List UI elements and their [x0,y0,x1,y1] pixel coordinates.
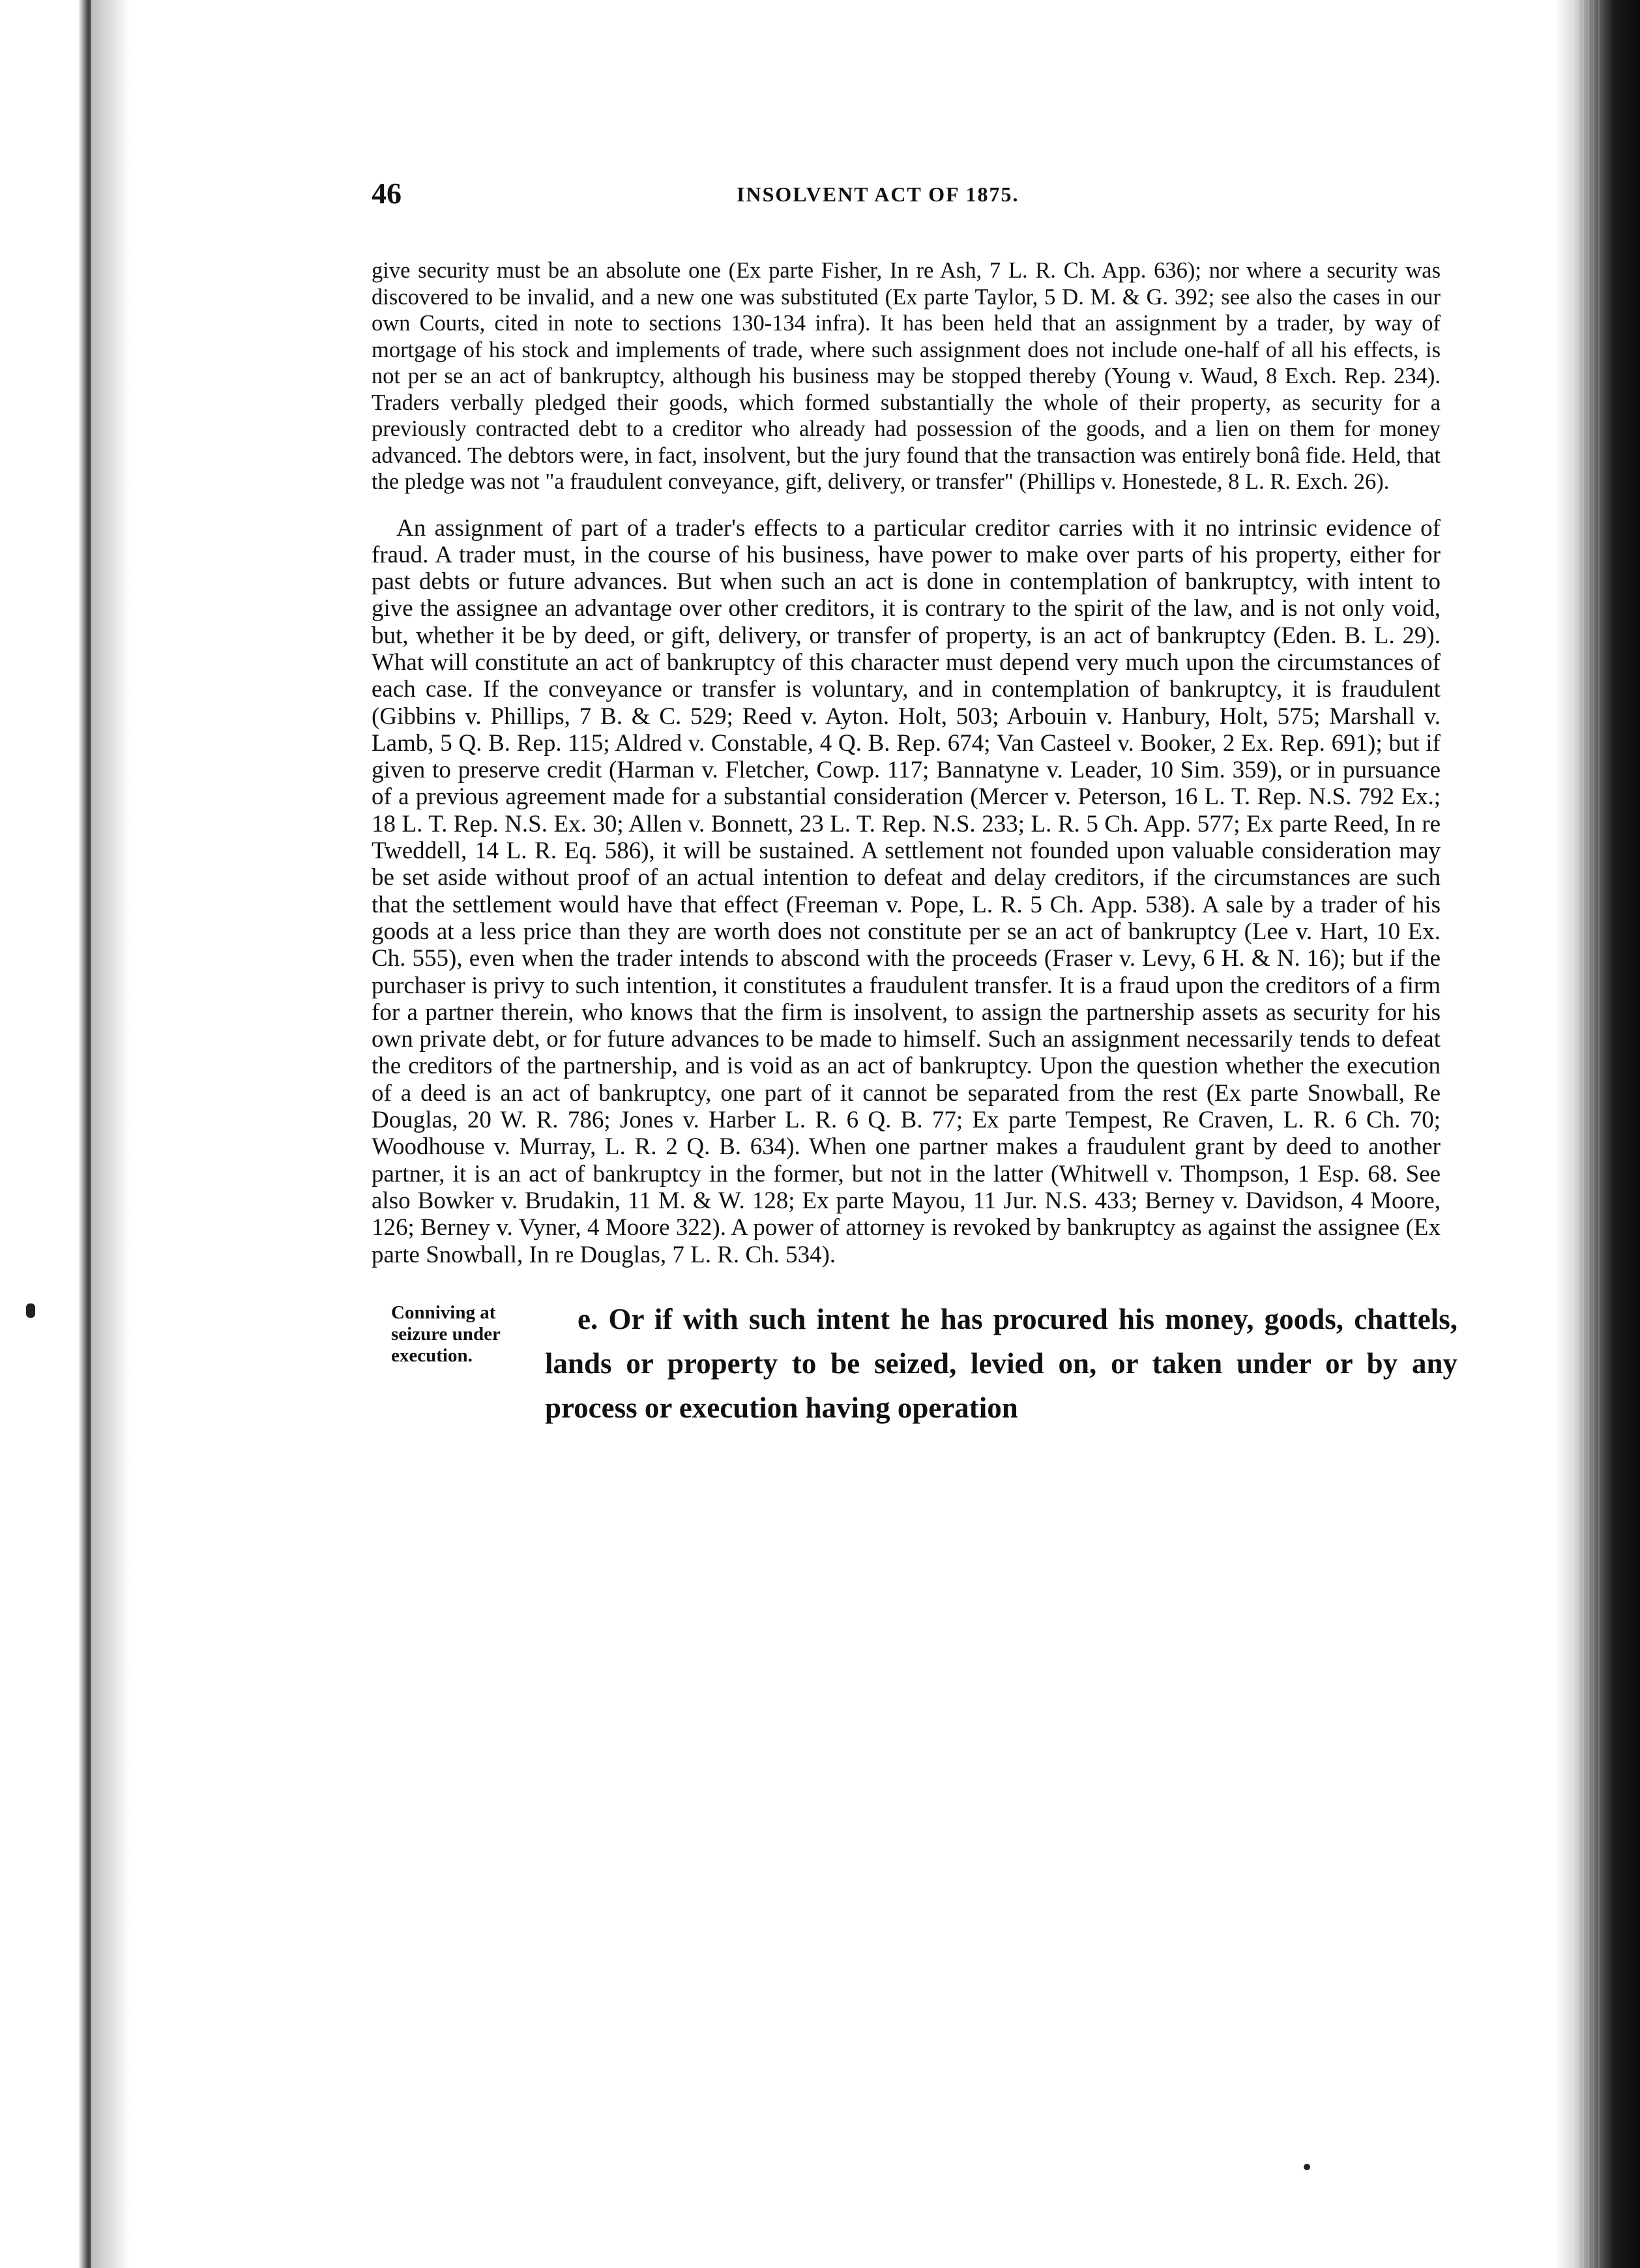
marginal-note: Conniving at seizure under execution. [391,1301,501,1366]
statute-text: e. Or if with such intent he has procured his money, goods, chattels, lands or property to be seized, levied on, or taken under or by any process or execution having operation [545,1302,1457,1424]
statute-section-e [372,1297,1457,1424]
running-title: INSOLVENT ACT OF 1875. [737,182,1019,206]
scan-smudge-bottom [1304,2164,1310,2170]
scan-left-shadow [91,0,130,2268]
commentary-paragraph-1: give security must be an absolute one (Ex parte Fisher, In re Ash, 7 L. R. Ch. App. 636); nor where a security was discovered to be invalid, and a new one was substituted (Ex parte Taylor, 5 D. M. & G. 392; see also the cases in our own Courts, cited in note to sections 130-134 infra). It has been held that an assignment by a trader, by way of mortgage of his stock and implements of trade, where such assignment does not include one-half of all his effects, is not per se an act of bankruptcy, although his business may be stopped thereby (Young v. Waud, 8 Exch. Rep. 234). Traders verbally pledged their goods, which formed substantially the whole of their property, as security for a previously contracted debt to a creditor who already had possession of the goods, and a lien on them for money advanced. The debtors were, in fact, insolvent, but the jury found that the transaction was entirely bonâ fide. Held, that the pledge was not "a fraudulent conveyance, gift, delivery, or transfer" (Phillips v. Honestede, 8 L. R. Exch. 26). [372,258,1441,494]
page-header [372,176,1441,222]
book-page [372,176,1457,1424]
commentary-paragraph-2: An assignment of part of a trader's effects to a particular creditor carries with it no intrinsic evidence of fraud. A trader must, in the course of his business, have power to make over parts of his property, either for past debts or future advances. But when such an act is done in contemplation of bankruptcy, with intent to give the assignee an advantage over other creditors, it is contrary to the spirit of the law, and is not only void, but, whether it be by deed, or gift, delivery, or transfer of property, is an act of bankruptcy (Eden. B. L. 29). What will constitute an act of bankruptcy of this character must depend very much upon the circumstances of each case. If the conveyance or transfer is voluntary, and in contemplation of bankruptcy, it is fraudulent (Gibbins v. Phillips, 7 B. & C. 529; Reed v. Ayton. Holt, 503; Arbouin v. Hanbury, Holt, 575; Marshall v. Lamb, 5 Q. B. Rep. 115; Aldred v. Constable, 4 Q. B. Rep. 674; Van Casteel v. Booker, 2 Ex. Rep. 691); but if given to preserve credit (Harman v. Fletcher, Cowp. 117; Bannatyne v. Leader, 10 Sim. 359), or in pursuance of a previous agreement made for a substantial consideration (Mercer v. Peterson, 16 L. T. Rep. N.S. 792 Ex.; 18 L. T. Rep. N.S. Ex. 30; Allen v. Bonnett, 23 L. T. Rep. N.S. 233; L. R. 5 Ch. App. 577; Ex parte Reed, In re Tweddell, 14 L. R. Eq. 586), it will be sustained. A settlement not founded upon valuable consideration may be set aside without proof of an actual intention to defeat and delay creditors, if the circumstances are such that the settlement would have that effect (Freeman v. Pope, L. R. 5 Ch. App. 538). A sale by a trader of his goods at a less price than they are worth does not constitute per se an act of bankruptcy (Lee v. Hart, 10 Ex. Ch. 555), even when the trader intends to abscond with the proceeds (Fraser v. Levy, 6 H. & N. 16); but if the purchaser is privy to such intention, it constitutes a fraudulent transfer. It is a fraud upon the creditors of a firm for a partner therein, who knows that the firm is insolvent, to assign the partnership assets as security for his own private debt, or for future advances to be made to himself. Such an assignment necessarily tends to defeat the creditors of the partnership, and is void as an act of bankruptcy. Upon the question whether the execution of a deed is an act of bankruptcy, one part of it cannot be separated from the rest (Ex parte Snowball, Re Douglas, 20 W. R. 786; Jones v. Harber L. R. 6 Q. B. 77; Ex parte Tempest, Re Craven, L. R. 6 Ch. 70; Woodhouse v. Murray, L. R. 2 Q. B. 634). When one partner makes a fraudulent grant by deed to another partner, it is an act of bankruptcy in the former, but not in the latter (Whitwell v. Thompson, 1 Esp. 68. See also Bowker v. Brudakin, 11 M. & W. 128; Ex parte Mayou, 11 Jur. N.S. 433; Berney v. Davidson, 4 Moore, 126; Berney v. Vyner, 4 Moore 322). A power of attorney is revoked by bankruptcy as against the assignee (Ex parte Snowball, In re Douglas, 7 L. R. Ch. 534). [372,514,1441,1268]
page-number: 46 [372,177,402,210]
scan-left-margin [0,0,91,2268]
scan-page-stack-lines [1568,0,1601,2268]
scan-smudge-left [26,1303,35,1318]
